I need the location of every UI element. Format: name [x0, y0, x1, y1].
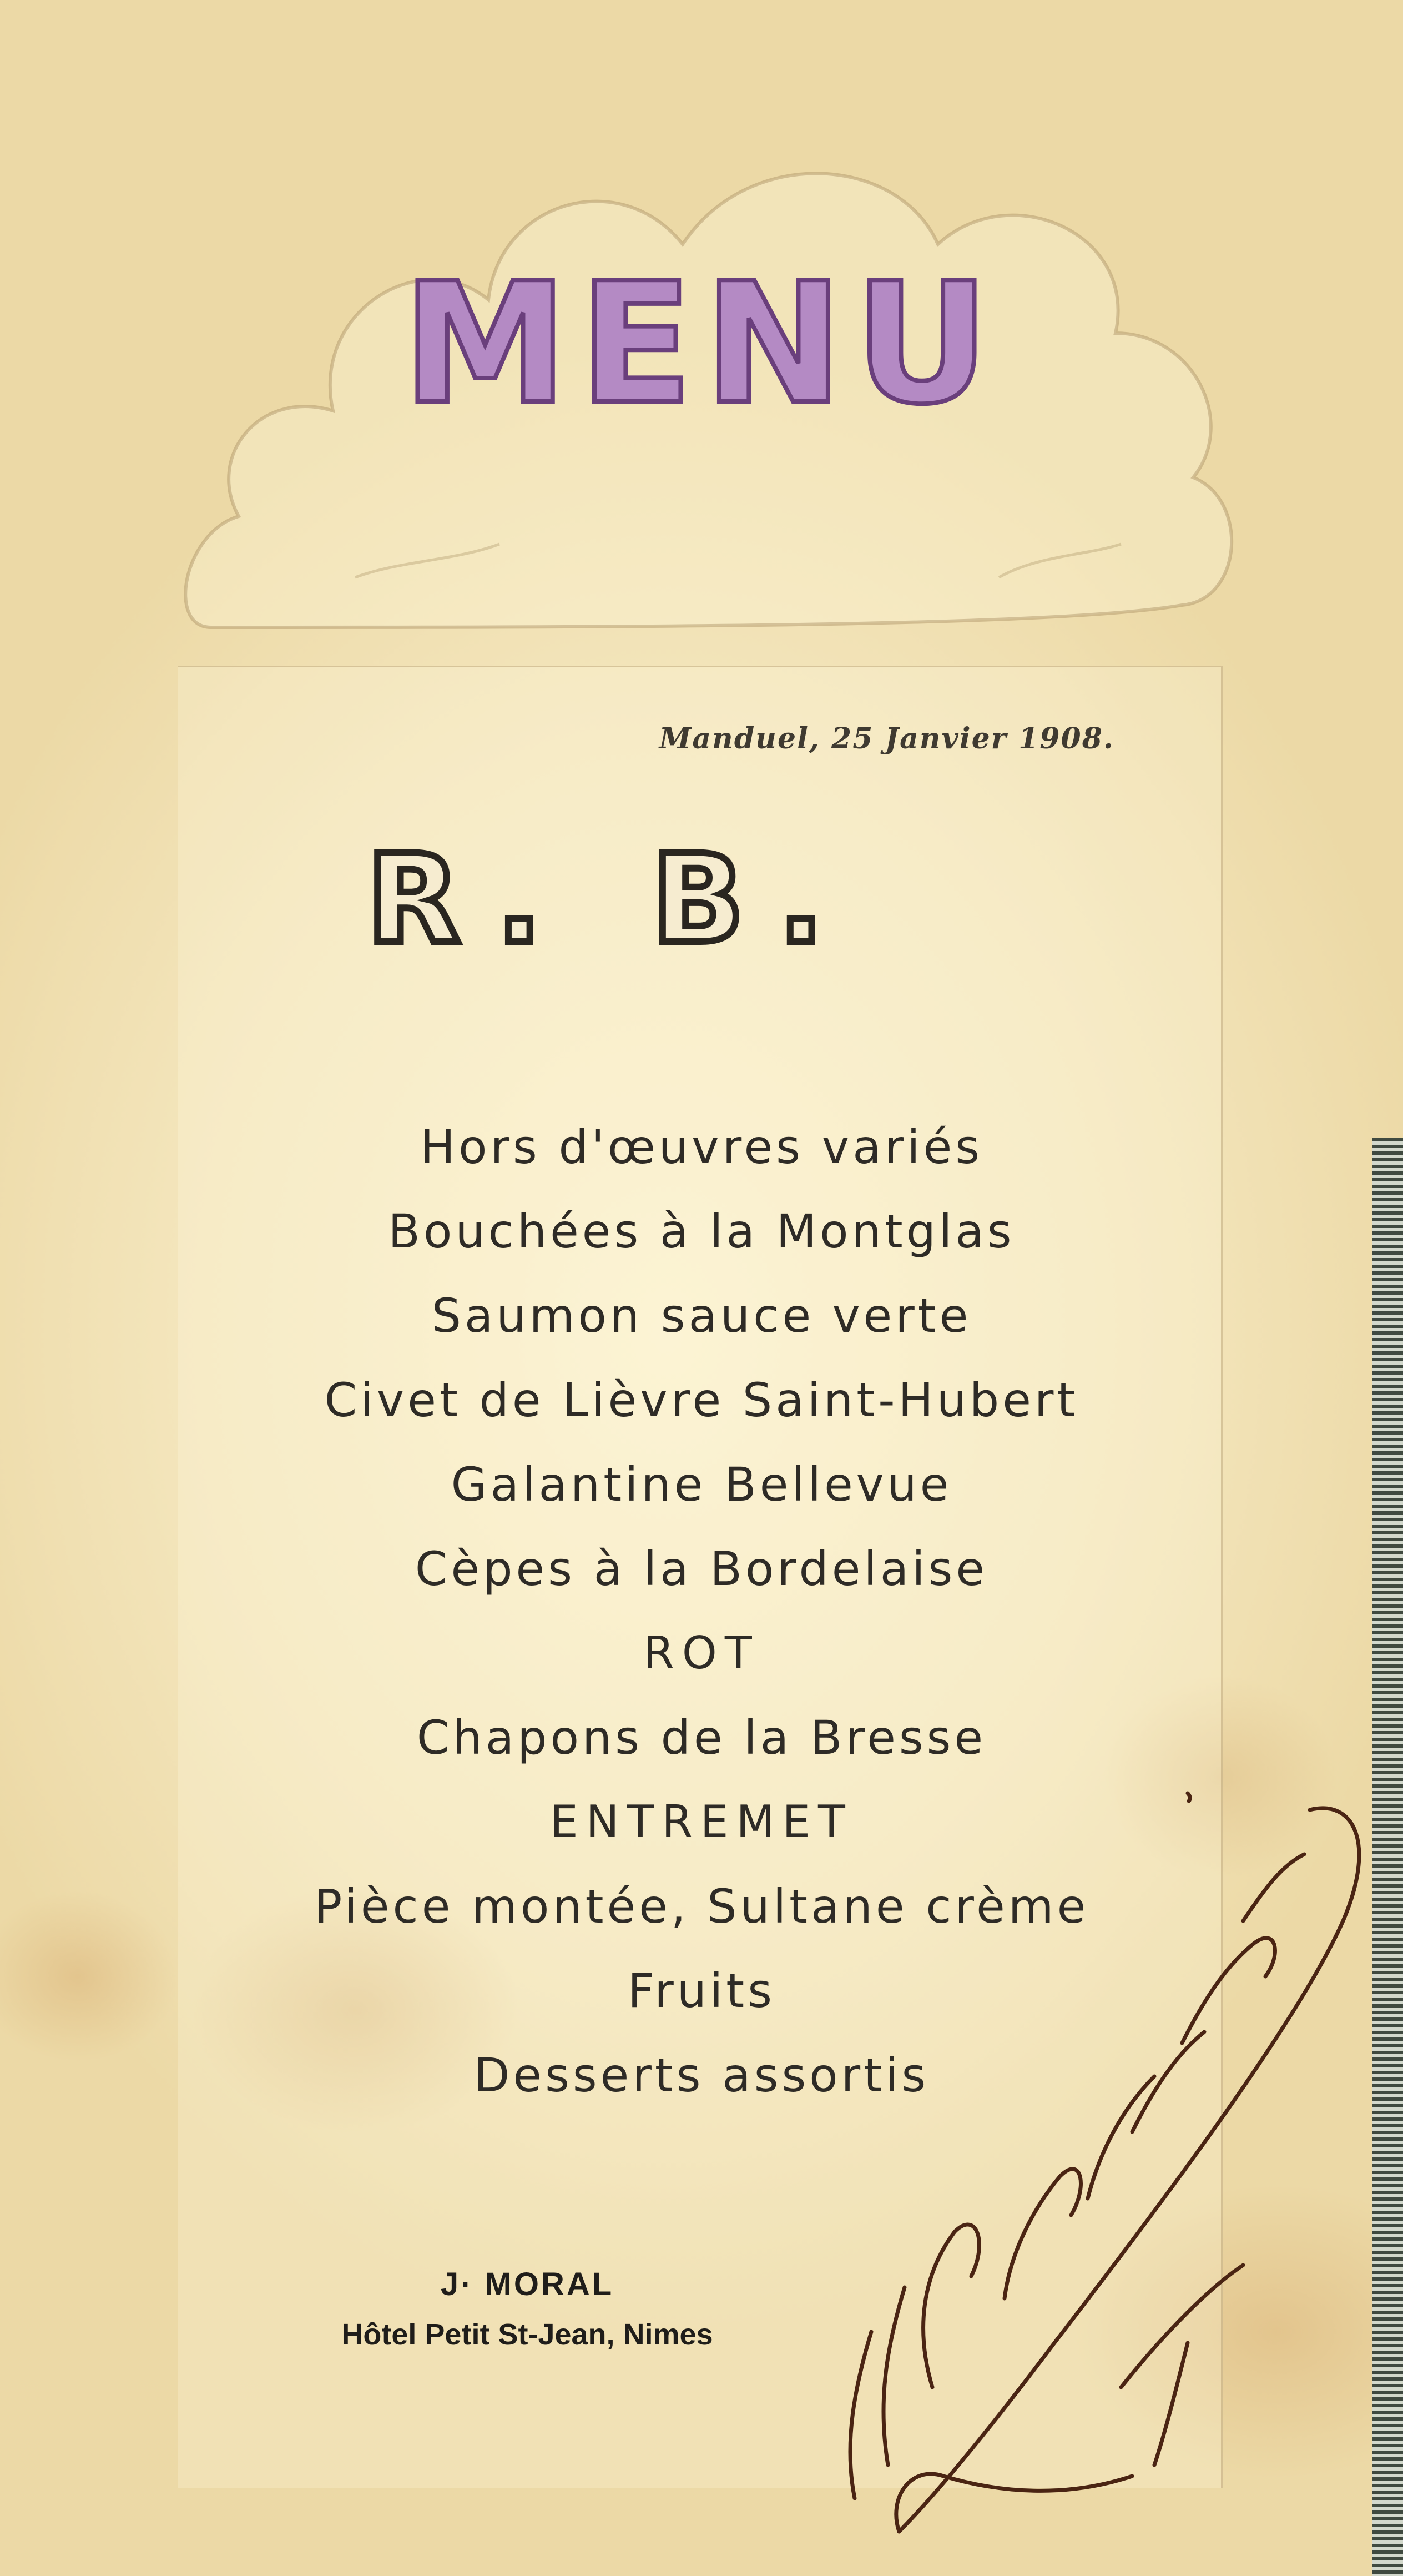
- section-heading-entremet: ENTREMET: [550, 1796, 853, 1848]
- caterer-footer: [277, 2260, 777, 2359]
- place-date: Manduel, 25 Janvier 1908.: [659, 722, 1114, 756]
- course-item: Civet de Lièvre Saint-Hubert: [324, 1373, 1079, 1427]
- caterer-name: J· MORAL: [440, 2266, 614, 2302]
- course-item: Saumon sauce verte: [431, 1289, 972, 1343]
- course-item: Hors d'œuvres variés: [420, 1120, 983, 1174]
- handwritten-signature: [821, 1777, 1376, 2576]
- course-item: Fruits: [627, 1964, 775, 2018]
- course-item: Chapons de la Bresse: [416, 1710, 987, 1765]
- initials: R. B.: [366, 828, 857, 970]
- course-item: Bouchées à la Montglas: [388, 1204, 1015, 1259]
- menu-title: MENU: [402, 247, 1001, 441]
- course-item: Pièce montée, Sultane crème: [314, 1879, 1089, 1934]
- course-item: Galantine Bellevue: [451, 1457, 952, 1512]
- hotel-address: Hôtel Petit St-Jean, Nimes: [341, 2318, 713, 2351]
- course-item: Cèpes à la Bordelaise: [415, 1542, 988, 1596]
- section-heading-rot: ROT: [643, 1627, 760, 1679]
- course-item: Desserts assortis: [473, 2048, 930, 2102]
